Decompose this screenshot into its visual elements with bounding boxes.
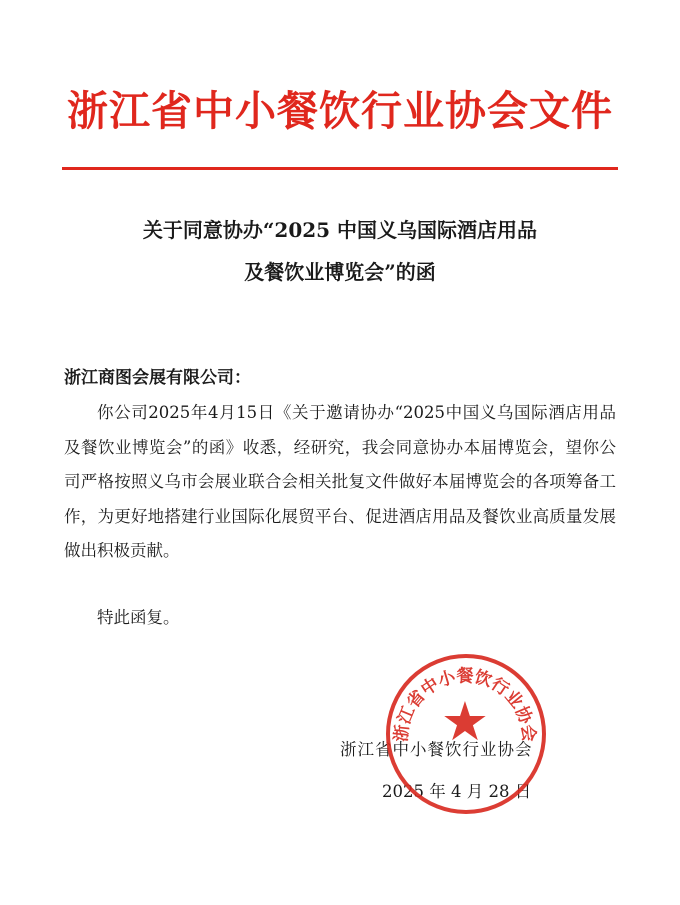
svg-text:浙江省中小餐饮行业协会 bbox=[391, 666, 540, 743]
document-title-line-1: 关于同意协办“2025 中国义乌国际酒店用品 bbox=[142, 218, 538, 242]
official-seal bbox=[380, 648, 550, 818]
document-title-line-2: 及餐饮业博览会”的函 bbox=[244, 260, 436, 284]
salutation: 浙江商图会展有限公司： bbox=[64, 368, 251, 388]
closing-line: 特此函复。 bbox=[97, 608, 180, 627]
signature-date: 2025 年 4 月 28 日 bbox=[382, 782, 532, 801]
document-header-title: 浙江省中小餐饮行业协会文件 bbox=[67, 87, 613, 135]
header-divider bbox=[62, 167, 618, 170]
seal-text-arc bbox=[380, 648, 550, 818]
seal-star-icon: ★ bbox=[440, 690, 490, 753]
seal-text: 浙江省中小餐饮行业协会 bbox=[391, 666, 539, 743]
body-paragraph: 你公司2025年4月15日《关于邀请协办“2025中国义乌国际酒店用品及餐饮业博览会”的函》收悉，经研究，我会同意协办本届博览会，望你公司严格按照义乌市会展业联合会相关批复文件做好本届博览会的各项筹备工作，为更好地搭建行业国际化展贸平台、促进酒店用品及餐饮业高质量发展做出积极贡献。 bbox=[64, 403, 616, 560]
signature-organization: 浙江省中小餐饮行业协会 bbox=[340, 740, 533, 759]
